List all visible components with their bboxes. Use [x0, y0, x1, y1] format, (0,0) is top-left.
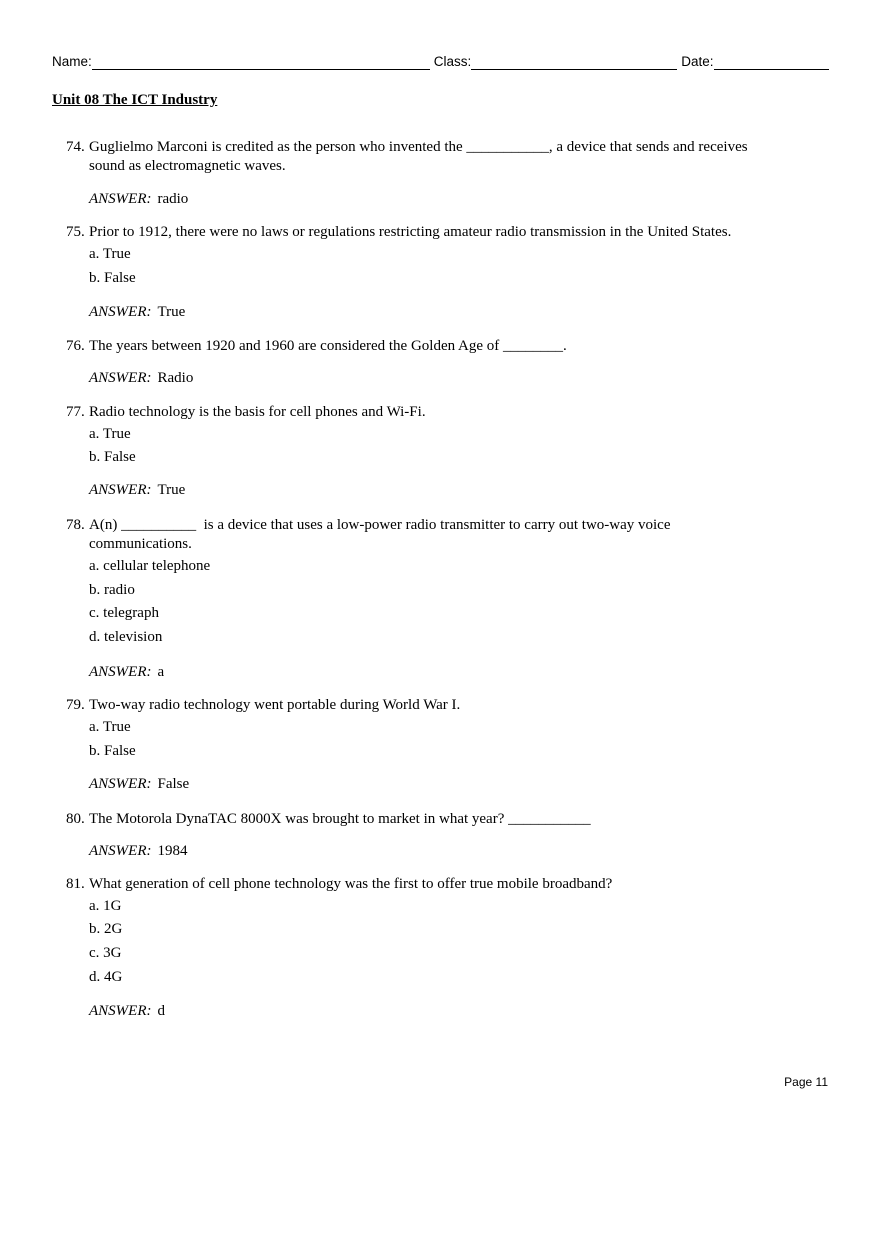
question-number: 77.	[66, 404, 85, 420]
answer-label: ANSWER:	[89, 370, 152, 386]
answer-label: ANSWER:	[89, 482, 152, 498]
answer-value: 1984	[157, 843, 188, 859]
option-75-b: b. False	[89, 270, 136, 286]
question-number: 81.	[66, 876, 85, 892]
answer-value: radio	[157, 191, 189, 207]
question-line: A(n) __________ is a device that uses a low-power radio transmitter to carry out two-way voice	[89, 517, 671, 533]
option-78-c: c. telegraph	[89, 605, 159, 621]
question-line: Prior to 1912, there were no laws or regulations restricting amateur radio transmission in the United States.	[89, 224, 732, 240]
answer-77	[89, 481, 185, 500]
option-78-a: a. cellular telephone	[89, 558, 211, 574]
answer-81	[89, 1002, 165, 1021]
question-line: sound as electromagnetic waves.	[89, 158, 286, 174]
answer-label: ANSWER:	[89, 191, 152, 207]
answer-value: a	[157, 664, 165, 680]
answer-label: ANSWER:	[89, 843, 152, 859]
page-number: Page 11	[784, 1075, 828, 1089]
question-number: 74.	[66, 139, 85, 155]
question-line: Radio technology is the basis for cell phones and Wi-Fi.	[89, 404, 426, 420]
option-79-b: b. False	[89, 743, 136, 759]
question-number: 75.	[66, 224, 85, 240]
option-77-a: a. True	[89, 426, 131, 442]
name-blank-line	[92, 55, 430, 70]
question-text	[89, 516, 826, 554]
student-info-header	[52, 52, 829, 70]
question-text	[89, 403, 826, 422]
answer-label: ANSWER:	[89, 1003, 152, 1019]
class-blank-line	[471, 55, 677, 70]
answer-79	[89, 775, 189, 794]
answer-78	[89, 663, 164, 682]
question-text	[89, 337, 826, 356]
option-77-b: b. False	[89, 449, 136, 465]
question-line: Two-way radio technology went portable during World War I.	[89, 697, 461, 713]
answer-76	[89, 369, 193, 388]
unit-title: Unit 08 The ICT Industry	[52, 92, 218, 108]
option-81-b: b. 2G	[89, 921, 123, 937]
question-text	[89, 696, 826, 715]
question-text	[89, 223, 826, 242]
option-78-b: b. radio	[89, 582, 135, 598]
question-line: The years between 1920 and 1960 are considered the Golden Age of ________.	[89, 338, 567, 354]
question-number: 78.	[66, 517, 85, 533]
question-text	[89, 810, 826, 829]
answer-label: ANSWER:	[89, 664, 152, 680]
answer-80	[89, 842, 187, 861]
answer-74	[89, 190, 188, 209]
class-label: Class:	[433, 54, 472, 69]
name-label: Name:	[52, 54, 92, 69]
question-text	[89, 138, 826, 176]
option-75-a: a. True	[89, 246, 131, 262]
date-label: Date:	[681, 54, 714, 69]
question-line: Guglielmo Marconi is credited as the person who invented the ___________, a device that sends and receives	[89, 139, 748, 155]
question-text	[89, 875, 826, 894]
answer-label: ANSWER:	[89, 776, 152, 792]
question-line: communications.	[89, 536, 192, 552]
answer-value: True	[157, 304, 186, 320]
date-blank-line	[714, 55, 829, 70]
question-number: 76.	[66, 338, 85, 354]
option-81-a: a. 1G	[89, 898, 122, 914]
option-79-a: a. True	[89, 719, 131, 735]
option-81-d: d. 4G	[89, 969, 123, 985]
option-78-d: d. television	[89, 629, 163, 645]
answer-value: True	[157, 482, 186, 498]
answer-label: ANSWER:	[89, 304, 152, 320]
question-number: 79.	[66, 697, 85, 713]
question-number: 80.	[66, 811, 85, 827]
answer-value: Radio	[157, 370, 194, 386]
answer-value: d	[157, 1003, 165, 1019]
answer-75	[89, 303, 185, 322]
question-line: The Motorola DynaTAC 8000X was brought to market in what year? ___________	[89, 811, 591, 827]
option-81-c: c. 3G	[89, 945, 122, 961]
question-line: What generation of cell phone technology was the first to offer true mobile broadband?	[89, 876, 613, 892]
answer-value: False	[157, 776, 190, 792]
